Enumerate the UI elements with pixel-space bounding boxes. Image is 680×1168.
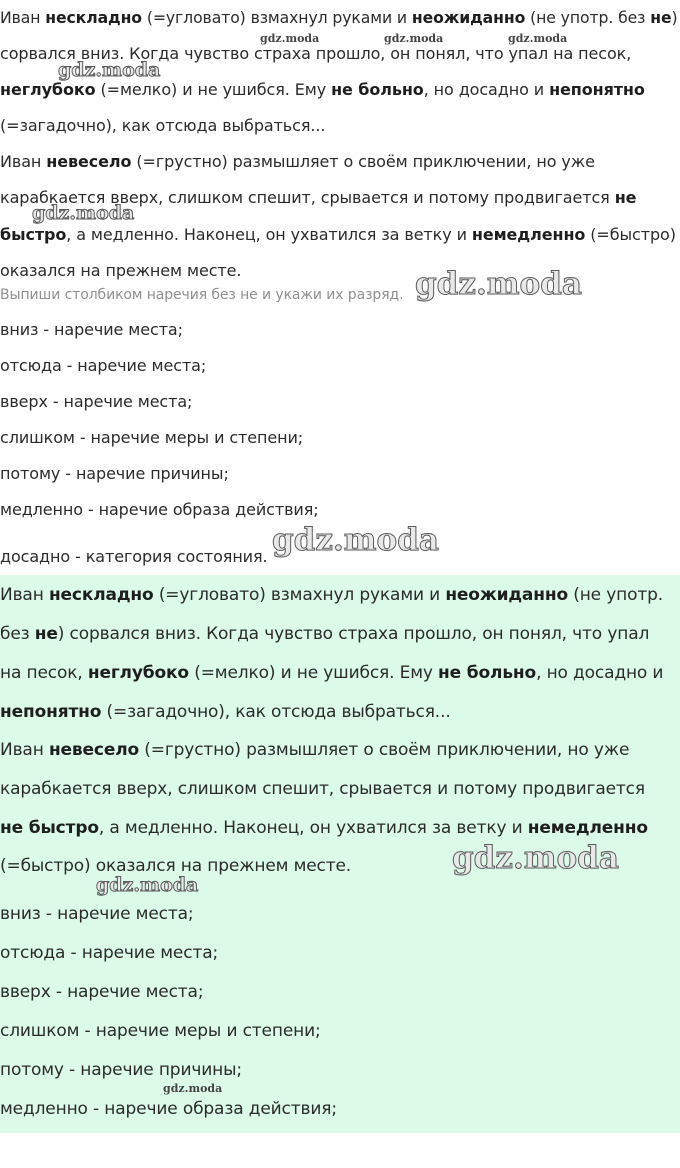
bold-adverb: неглубоко — [0, 80, 96, 99]
list-item: досадно - категория состояния. — [0, 547, 268, 566]
list-item: отсюда - наречие места; — [0, 943, 219, 963]
text-line — [0, 8, 678, 28]
text-fragment: , но досадно и — [423, 80, 550, 99]
list-item: вверх - наречие места; — [0, 982, 204, 1002]
bold-adverb: не — [614, 188, 637, 207]
watermark-logo: gdz.moda — [384, 32, 444, 45]
text-fragment: без — [0, 624, 35, 644]
text-fragment: Иван — [0, 740, 49, 760]
bold-adverb: неглубоко — [87, 663, 189, 683]
text-fragment: , а медленно. Наконец, он ухватился за ветку и — [98, 818, 528, 838]
text-fragment: Иван — [0, 8, 46, 27]
answer-line: (=быстро) оказался на прежнем месте. — [0, 856, 352, 876]
bold-adverb: нескладно — [48, 585, 154, 605]
answer-line — [0, 702, 451, 722]
watermark-logo: gdz.moda — [272, 522, 439, 558]
list-item: медленно - наречие образа действия; — [0, 500, 319, 519]
text-fragment: (не употр. — [567, 585, 664, 605]
watermark-logo: gdz.moda — [58, 59, 161, 81]
text-line — [0, 80, 645, 100]
watermark-logo: gdz.moda — [260, 32, 320, 45]
list-item: слишком - наречие меры и степени; — [0, 428, 304, 447]
watermark-logo: gdz.moda — [415, 266, 582, 302]
list-item: медленно - наречие образа действия; — [0, 1099, 337, 1119]
text-fragment: (=угловато) взмахнул руками и — [153, 585, 446, 605]
text-fragment: (=угловато) взмахнул руками и — [141, 8, 412, 27]
list-item: вниз - наречие места; — [0, 320, 183, 339]
answer-line: карабкается вверх, слишком спешит, срывается и потому продвигается — [0, 779, 645, 799]
bold-adverb: быстро — [0, 225, 67, 244]
bold-adverb: немедленно — [471, 225, 586, 244]
bold-particle: не — [34, 624, 58, 644]
text-fragment: на песок, — [0, 663, 88, 683]
text-fragment: (=быстро) — [585, 225, 676, 244]
text-fragment: (=грустно) размышляет о своём приключении, но уже — [139, 740, 630, 760]
watermark-logo: gdz.moda — [163, 1082, 223, 1095]
text-fragment: (=загадочно), как отсюда выбраться... — [101, 702, 451, 722]
bold-adverb: не больно — [438, 663, 537, 683]
bold-adverb: непонятно — [0, 702, 102, 722]
text-line — [0, 225, 676, 245]
bold-adverb: не больно — [331, 80, 424, 99]
bold-adverb: не быстро — [0, 818, 99, 838]
answer-line — [0, 624, 649, 644]
task-instruction: Выпиши столбиком наречия без не и укажи их разряд. — [0, 287, 404, 303]
list-item: отсюда - наречие места; — [0, 356, 207, 375]
text-line: (=загадочно), как отсюда выбраться... — [0, 116, 326, 135]
answer-line — [0, 818, 648, 838]
watermark-logo: gdz.moda — [96, 874, 199, 896]
answer-line — [0, 740, 629, 760]
list-item: слишком - наречие меры и степени; — [0, 1021, 321, 1041]
bold-adverb: невесело — [46, 152, 132, 171]
bold-adverb: неожиданно — [445, 585, 568, 605]
text-fragment: Иван — [0, 585, 49, 605]
text-fragment: (не употр. без — [525, 8, 651, 27]
watermark-logo: gdz.moda — [452, 840, 619, 876]
text-fragment: карабкается вверх, слишком спешит, срывается и потому продвигается — [0, 188, 615, 207]
list-item: вниз - наречие места; — [0, 904, 194, 924]
bold-adverb: неожиданно — [411, 8, 526, 27]
bold-particle: не — [650, 8, 672, 27]
list-item: вверх - наречие места; — [0, 392, 193, 411]
text-fragment: (=мелко) и не ушибся. Ему — [188, 663, 439, 683]
text-line: сорвался вниз. Когда чувство страха прошло, он понял, что упал на песок, — [0, 44, 632, 63]
text-fragment: , а медленно. Наконец, он ухватился за ветку и — [66, 225, 472, 244]
bold-adverb: немедленно — [527, 818, 648, 838]
text-line: оказался на прежнем месте. — [0, 261, 242, 280]
text-fragment: ) сорвался вниз. Когда чувство страха прошло, он понял, что упал — [57, 624, 650, 644]
answer-line — [0, 663, 663, 683]
answer-line — [0, 585, 663, 605]
text-fragment: Иван — [0, 152, 47, 171]
watermark-logo: gdz.moda — [32, 202, 135, 224]
list-item: потому - наречие причины; — [0, 464, 229, 483]
watermark-logo: gdz.moda — [508, 32, 568, 45]
bold-adverb: невесело — [48, 740, 140, 760]
text-fragment: (=грустно) размышляет о своём приключении, но уже — [131, 152, 595, 171]
text-fragment: (=мелко) и не ушибся. Ему — [95, 80, 332, 99]
text-line — [0, 152, 595, 172]
bold-adverb: непонятно — [549, 80, 645, 99]
text-fragment: ) — [671, 8, 678, 27]
bold-adverb: нескладно — [45, 8, 142, 27]
list-item: потому - наречие причины; — [0, 1060, 242, 1080]
text-fragment: , но досадно и — [536, 663, 664, 683]
